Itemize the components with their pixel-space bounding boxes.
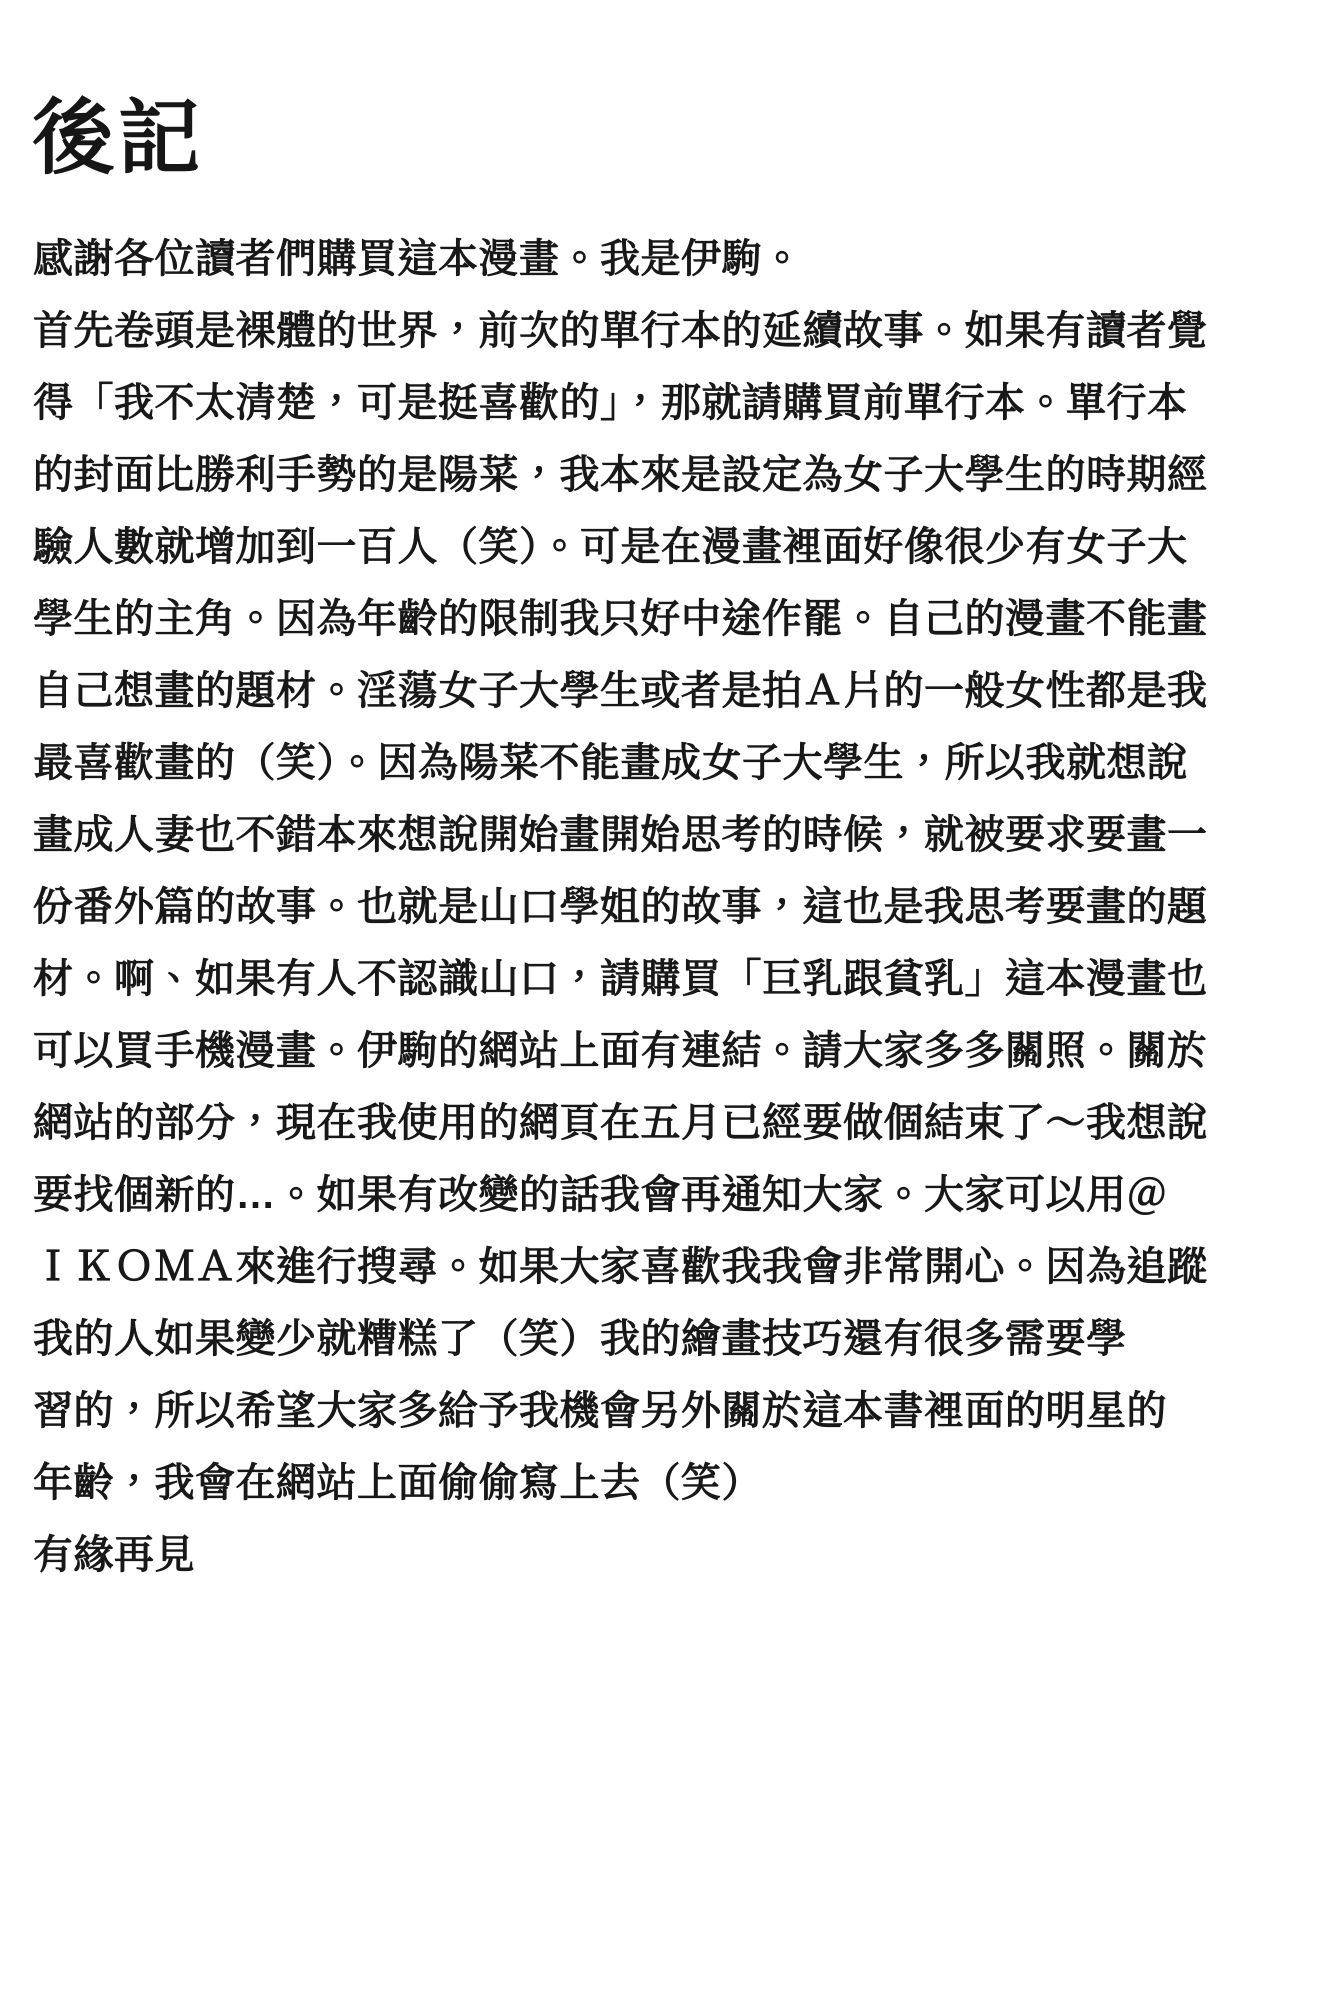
text-line: 最喜歡畫的（笑）。因為陽菜不能畫成女子大學生，所以我就想說 xyxy=(33,741,1188,785)
text-line: 我的人如果變少就糟糕了（笑）我的繪畫技巧還有很多需要學 xyxy=(33,1317,1127,1361)
text-line: 有緣再見 xyxy=(33,1533,195,1577)
text-line: 年齡，我會在網站上面偷偷寫上去（笑） xyxy=(33,1461,762,1505)
text-line: 得「我不太清楚，可是挺喜歡的」，那就請購買前單行本。單行本 xyxy=(33,381,1188,425)
text-line: 習的，所以希望大家多給予我機會另外關於這本書裡面的明星的 xyxy=(33,1389,1167,1433)
text-line: 自己想畫的題材。淫蕩女子大學生或者是拍Ａ片的一般女性都是我 xyxy=(33,669,1208,713)
text-line: 首先卷頭是裸體的世界，前次的單行本的延續故事。如果有讀者覺 xyxy=(33,309,1208,353)
text-line: 驗人數就增加到一百人（笑）。可是在漫畫裡面好像很少有女子大 xyxy=(33,525,1188,569)
text-line: 的封面比勝利手勢的是陽菜，我本來是設定為女子大學生的時期經 xyxy=(33,453,1208,497)
text-line: 感謝各位讀者們購買這本漫畫。我是伊駒。 xyxy=(33,237,803,281)
afterword-body xyxy=(33,223,1303,1591)
text-line: 網站的部分，現在我使用的網頁在五月已經要做個結束了～我想說 xyxy=(33,1101,1208,1145)
text-line: ＩＫＯＭＡ來進行搜尋。如果大家喜歡我我會非常開心。因為追蹤 xyxy=(33,1245,1208,1289)
text-line: 畫成人妻也不錯本來想說開始畫開始思考的時候，就被要求要畫一 xyxy=(33,813,1208,857)
text-line: 學生的主角。因為年齡的限制我只好中途作罷。自己的漫畫不能畫 xyxy=(33,597,1208,641)
page-title: 後記 xyxy=(32,93,205,184)
text-line: 材。啊、如果有人不認識山口，請購買「巨乳跟貧乳」這本漫畫也 xyxy=(33,957,1208,1001)
text-line: 份番外篇的故事。也就是山口學姐的故事，這也是我思考要畫的題 xyxy=(33,885,1208,929)
text-line: 可以買手機漫畫。伊駒的網站上面有連結。請大家多多關照。關於 xyxy=(33,1029,1208,1073)
text-line: 要找個新的…。如果有改變的話我會再通知大家。大家可以用＠ xyxy=(33,1173,1167,1217)
